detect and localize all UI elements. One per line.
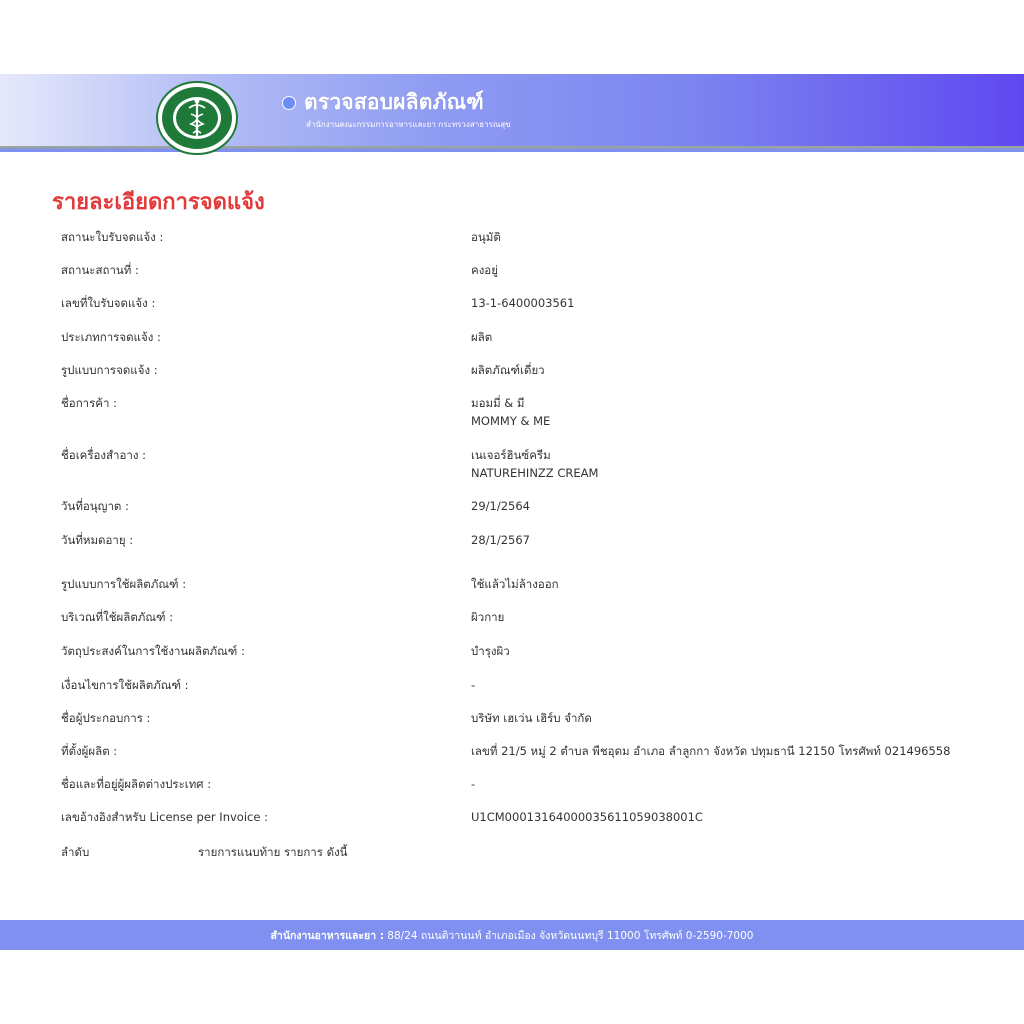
footer xyxy=(0,920,1024,950)
detail-label: วัตถุประสงค์ในการใช้งานผลิตภัณฑ์ : xyxy=(61,644,245,658)
detail-value-line: - xyxy=(471,777,476,791)
detail-value-line: U1CM0001316400003561105903800‌1C xyxy=(471,810,703,824)
detail-value xyxy=(471,808,703,826)
detail-value-line: NATUREHINZZ CREAM xyxy=(471,466,599,480)
detail-label: ชื่อผู้ประกอบการ : xyxy=(61,711,151,725)
header-banner xyxy=(0,74,1024,146)
detail-value-line: บริษัท เฮเว่น เฮิร์บ จำกัด xyxy=(471,711,592,725)
detail-label: ชื่อและที่อยู่ผู้ผลิตต่างประเทศ : xyxy=(61,777,212,791)
detail-value xyxy=(471,575,559,593)
header-title: ตรวจสอบผลิตภัณฑ์ xyxy=(304,90,484,114)
detail-value xyxy=(471,676,475,694)
detail-value xyxy=(471,261,498,279)
detail-label: สถานะใบรับจดแจ้ง : xyxy=(61,230,164,244)
detail-value-line: - xyxy=(471,678,476,692)
footer-address: 88/24 ถนนติวานนท์ อำเภอเมือง จังหวัดนนทบุรี 11000 โทรศัพท์ 0-2590-7000 xyxy=(383,929,754,942)
detail-value xyxy=(471,361,545,379)
detail-label: ชื่อการค้า : xyxy=(61,396,117,410)
detail-label: สถานะสถานที่ : xyxy=(61,263,139,277)
detail-value-line: คงอยู่ xyxy=(471,263,498,277)
detail-value-line: อนุมัติ xyxy=(471,230,501,244)
detail-label: วันที่อนุญาต : xyxy=(61,499,129,513)
detail-label: ที่ตั้งผู้ผลิต : xyxy=(61,744,118,758)
detail-value-line: บำรุงผิว xyxy=(471,644,510,658)
detail-label: บริเวณที่ใช้ผลิตภัณฑ์ : xyxy=(61,610,174,624)
detail-label: ชื่อเครื่องสำอาง : xyxy=(61,448,147,462)
detail-label: รูปแบบการจดแจ้ง : xyxy=(61,363,158,377)
detail-label: เลขอ้างอิงสำหรับ License per Invoice : xyxy=(61,810,268,824)
detail-value xyxy=(471,531,530,549)
detail-value-line: ผิวกาย xyxy=(471,610,505,624)
order-label: ลำดับ xyxy=(61,845,90,859)
detail-value-line: ผลิต xyxy=(471,330,493,344)
detail-value xyxy=(471,742,950,760)
detail-value xyxy=(471,608,504,626)
detail-label: ประเภทการจดแจ้ง : xyxy=(61,330,161,344)
attachment-note: รายการแนบท้าย รายการ ดังนี้ xyxy=(198,845,348,859)
detail-value xyxy=(471,294,574,312)
detail-value xyxy=(471,328,492,346)
detail-value-line: 29/1/2564 xyxy=(471,499,530,513)
detail-label: รูปแบบการใช้ผลิตภัณฑ์ : xyxy=(61,577,187,591)
detail-value-line: มอมมี่ & มี xyxy=(471,396,525,410)
detail-value-line: 28/1/2567 xyxy=(471,533,530,547)
detail-value xyxy=(471,642,510,660)
detail-value xyxy=(471,446,598,482)
detail-value xyxy=(471,228,501,246)
detail-value-line: ใช้แล้วไม่ล้างออก xyxy=(471,577,559,591)
ministry-seal-icon xyxy=(155,80,239,156)
detail-label: วันที่หมดอายุ : xyxy=(61,533,134,547)
footer-text xyxy=(271,927,754,944)
header-subtitle: สำนักงานคณะกรรมการอาหารและยา กระทรวงสาธารณสุข xyxy=(306,120,511,129)
detail-value-line: เลขที่ 21/5 หมู่ 2 ตำบล พืชอุดม อำเภอ ลำลูกกา จังหวัด ปทุมธานี 12150 โทรศัพท์ 021496558 xyxy=(471,744,951,758)
detail-value xyxy=(471,497,530,515)
bullet-dot-icon xyxy=(282,96,296,110)
detail-value xyxy=(471,709,592,727)
detail-label: เงื่อนไขการใช้ผลิตภัณฑ์ : xyxy=(61,678,189,692)
detail-value-line: MOMMY & ME xyxy=(471,414,551,428)
header-divider xyxy=(0,146,1024,152)
detail-value xyxy=(471,775,475,793)
detail-value-line: เนเจอร์ฮินซ์ครีม xyxy=(471,448,551,462)
header-title-group xyxy=(282,86,484,119)
detail-label: เลขที่ใบรับจดแจ้ง : xyxy=(61,296,156,310)
detail-value-line: ผลิตภัณฑ์เดี่ยว xyxy=(471,363,545,377)
detail-value xyxy=(471,394,550,430)
page-title: รายละเอียดการจดแจ้ง xyxy=(52,190,265,215)
footer-org: สำนักงานอาหารและยา : xyxy=(270,929,384,942)
detail-value-line: 13-1-6400003561 xyxy=(471,296,575,310)
